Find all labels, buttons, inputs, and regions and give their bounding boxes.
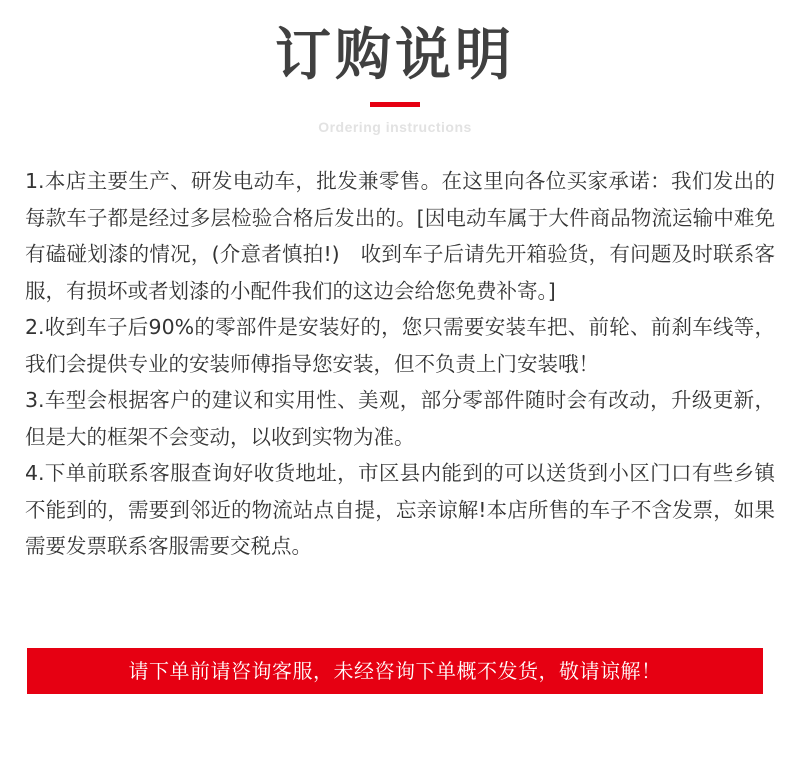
- title-accent-bar: [370, 102, 420, 107]
- instruction-item-4: 4.下单前联系客服查询好收货地址，市区县内能到的可以送货到小区门口有些乡镇不能到的，需要到邻近的物流站点自提，忘亲谅解!本店所售的车子不含发票，如果需要发票联系客服需要交税点。: [25, 461, 775, 558]
- instruction-item-3: 3.车型会根据客户的建议和实用性、美观，部分零部件随时会有改动，升级更新，但是大的框架不会变动，以收到实物为准。: [25, 388, 775, 449]
- notice-banner: 请下单前请咨询客服，未经咨询下单概不发货，敬请谅解！: [27, 648, 763, 694]
- instruction-item-1: 1.本店主要生产、研发电动车，批发兼零售。在这里向各位买家承诺：我们发出的每款车子都是经过多层检验合格后发出的。[因电动车属于大件商品物流运输中难免有磕碰划漆的情况，(介意者慎拍!) 收到车子后请先开箱验货，有问题及时联系客服，有损坏或者划漆的小配件我们的这边会给您免费补寄。]: [25, 169, 775, 303]
- instruction-item-2: 2.收到车子后90%的零部件是安装好的，您只需要安装车把、前轮、前刹车线等，我们会提供专业的安装师傅指导您安装，但不负责上门安装哦！: [25, 315, 775, 376]
- instructions-list: [25, 163, 775, 565]
- page-subtitle: Ordering instructions: [318, 119, 472, 135]
- page-title: 订购说明: [275, 23, 515, 88]
